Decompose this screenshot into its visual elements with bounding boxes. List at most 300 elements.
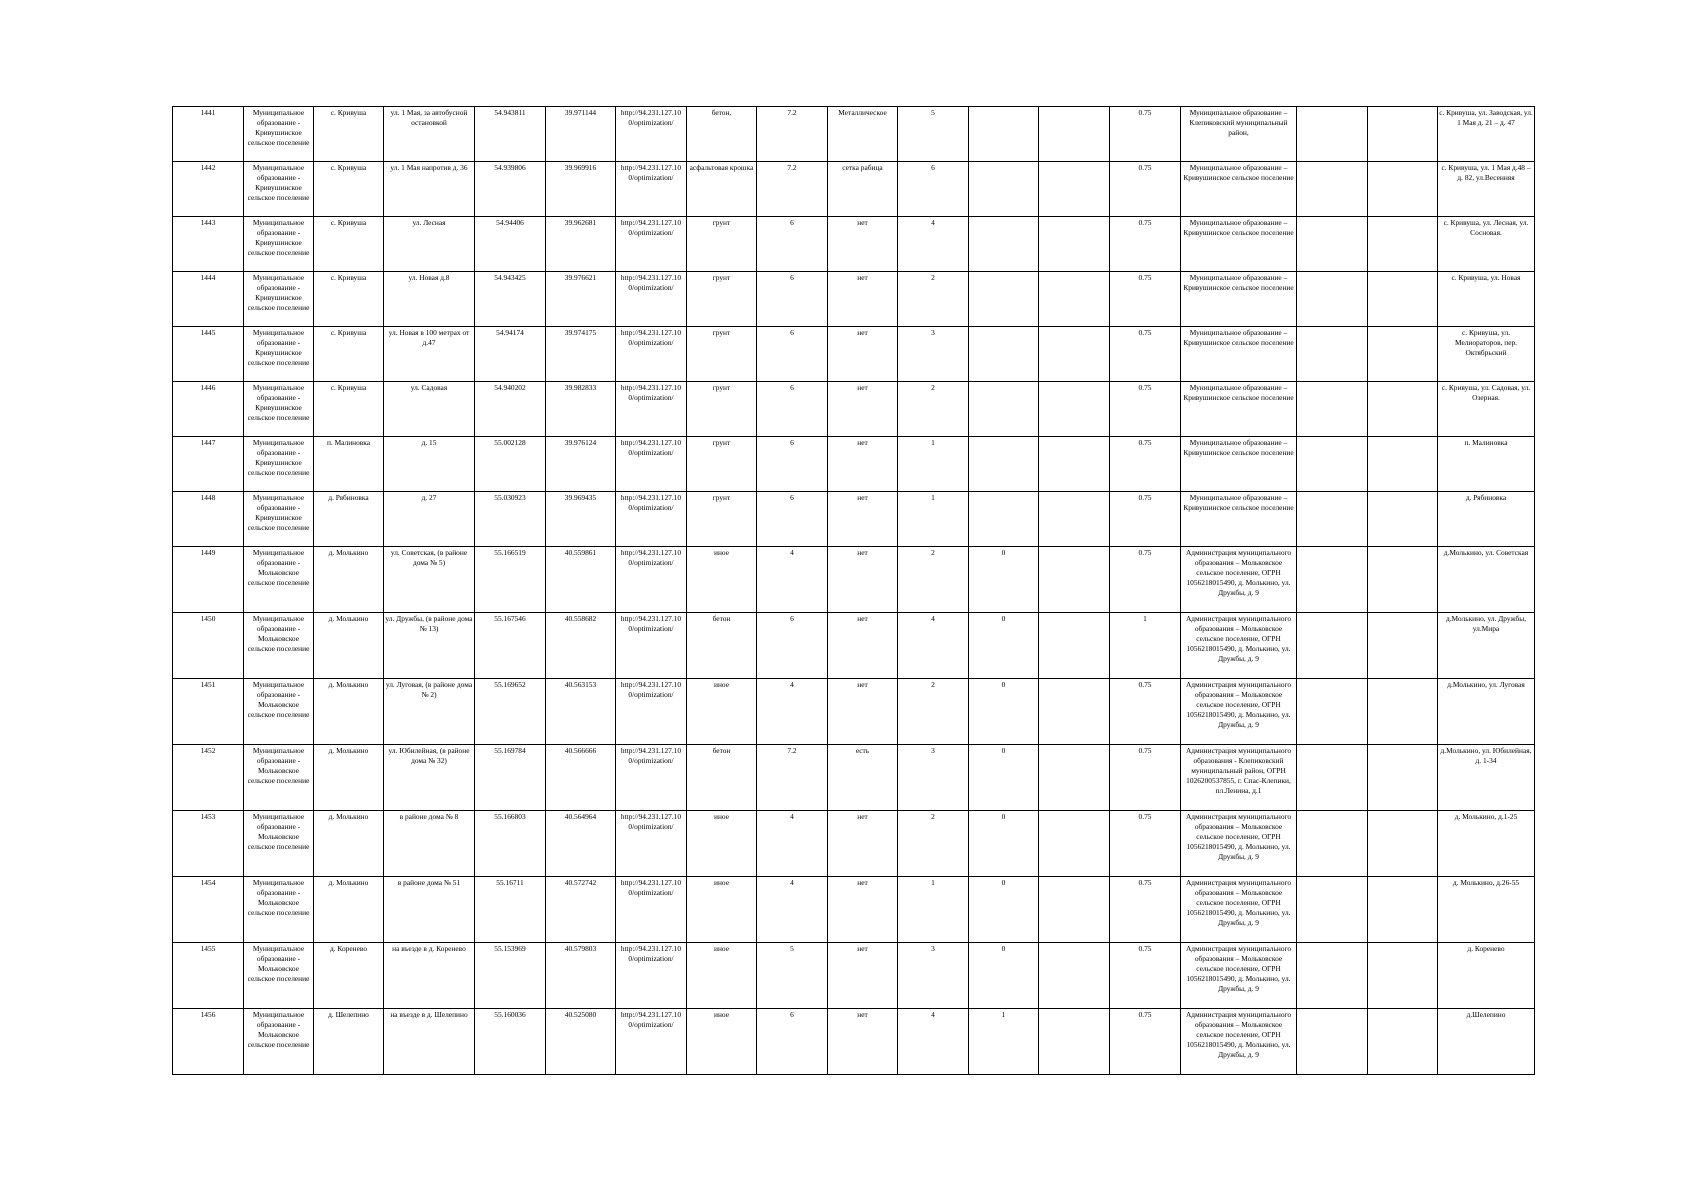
row-number-cell: 1443 <box>173 217 244 272</box>
settlement-cell: с. Кривуша <box>314 327 384 382</box>
table-row <box>173 107 1535 162</box>
owner-cell: Администрация муниципального образования – Мольковское сельское поселение, ОГРН 1056218015490, д. Молькино, ул. Дружбы, д. 9 <box>1181 679 1297 745</box>
longitude-cell: 39.976124 <box>546 437 616 492</box>
extra-count-cell <box>969 382 1039 437</box>
served-addresses-cell: д.Шелепино <box>1438 1009 1535 1075</box>
latitude-cell: 55.002128 <box>475 437 546 492</box>
empty-cell-cell <box>1368 877 1438 943</box>
municipal-formation-cell: Муниципальное образование - Кривушинское сельское поселение <box>244 437 314 492</box>
served-addresses-cell: п. Малиновка <box>1438 437 1535 492</box>
empty-cell-cell <box>1039 272 1110 327</box>
latitude-cell: 55.16711 <box>475 877 546 943</box>
container-volume-cell: 0.75 <box>1110 745 1181 811</box>
address-cell: ул. Дружбы, (в районе дома № 13) <box>384 613 475 679</box>
surface-type-cell: иное <box>687 811 757 877</box>
municipal-formation-cell: Муниципальное образование - Кривушинское сельское поселение <box>244 327 314 382</box>
container-volume-cell: 0.75 <box>1110 162 1181 217</box>
address-cell: ул. Лесная <box>384 217 475 272</box>
container-count-cell: 2 <box>898 547 969 613</box>
served-addresses-cell: с. Кривуша, ул. Лесная, ул. Сосновая. <box>1438 217 1535 272</box>
settlement-cell: д. Рябиновка <box>314 492 384 547</box>
area-cell: 5 <box>757 943 828 1009</box>
row-number-cell: 1451 <box>173 679 244 745</box>
surface-type-cell: бетон <box>687 745 757 811</box>
address-cell: д. 27 <box>384 492 475 547</box>
settlement-cell: д. Коренево <box>314 943 384 1009</box>
empty-cell-cell <box>1039 162 1110 217</box>
map-url-cell: http://94.231.127.10 0/optimization/ <box>616 613 687 679</box>
empty-cell-cell <box>1368 437 1438 492</box>
map-url-cell: http://94.231.127.10 0/optimization/ <box>616 547 687 613</box>
empty-cell-cell <box>1297 492 1368 547</box>
container-volume-cell: 0.75 <box>1110 679 1181 745</box>
address-cell: ул. Советская, (в районе дома № 5) <box>384 547 475 613</box>
empty-cell-cell <box>1297 811 1368 877</box>
municipal-formation-cell: Муниципальное образование - Кривушинское сельское поселение <box>244 162 314 217</box>
served-addresses-cell: д.Молькино, ул. Советская <box>1438 547 1535 613</box>
address-cell: в районе дома № 8 <box>384 811 475 877</box>
settlement-cell: д. Шелепино <box>314 1009 384 1075</box>
container-count-cell: 2 <box>898 272 969 327</box>
container-volume-cell: 0.75 <box>1110 811 1181 877</box>
empty-cell-cell <box>1297 107 1368 162</box>
address-cell: на въезде в д. Коренево <box>384 943 475 1009</box>
table-row <box>173 327 1535 382</box>
address-cell: ул. Садовая <box>384 382 475 437</box>
row-number-cell: 1454 <box>173 877 244 943</box>
owner-cell: Администрация муниципального образования - Клепиковский муниципальный район, ОГРН 1026200537855, г. Спас-Клепики, пл.Ленина, д.1 <box>1181 745 1297 811</box>
row-number-cell: 1453 <box>173 811 244 877</box>
latitude-cell: 54.943811 <box>475 107 546 162</box>
container-count-cell: 1 <box>898 492 969 547</box>
table-row <box>173 217 1535 272</box>
owner-cell: Администрация муниципального образования – Мольковское сельское поселение, ОГРН 1056218015490, д. Молькино, ул. Дружбы, д. 9 <box>1181 811 1297 877</box>
municipal-formation-cell: Муниципальное образование - Мольковское сельское поселение <box>244 943 314 1009</box>
extra-count-cell: 0 <box>969 811 1039 877</box>
area-cell: 7.2 <box>757 745 828 811</box>
empty-cell-cell <box>1297 1009 1368 1075</box>
extra-count-cell: 0 <box>969 547 1039 613</box>
empty-cell-cell <box>1297 745 1368 811</box>
address-cell: ул. Юбилейная, (в районе дома № 32) <box>384 745 475 811</box>
surface-type-cell: грунт <box>687 217 757 272</box>
extra-count-cell <box>969 217 1039 272</box>
fence-type-cell: нет <box>828 811 898 877</box>
municipal-formation-cell: Муниципальное образование - Кривушинское сельское поселение <box>244 107 314 162</box>
map-url-cell: http://94.231.127.10 0/optimization/ <box>616 492 687 547</box>
empty-cell-cell <box>1039 382 1110 437</box>
address-cell: ул. Новая д.8 <box>384 272 475 327</box>
municipal-formation-cell: Муниципальное образование - Мольковское сельское поселение <box>244 547 314 613</box>
empty-cell-cell <box>1368 943 1438 1009</box>
fence-type-cell: нет <box>828 1009 898 1075</box>
address-cell: ул. Новая в 100 метрах от д.47 <box>384 327 475 382</box>
row-number-cell: 1446 <box>173 382 244 437</box>
map-url-cell: http://94.231.127.10 0/optimization/ <box>616 745 687 811</box>
served-addresses-cell: д.Молькино, ул. Дружбы, ул.Мира <box>1438 613 1535 679</box>
extra-count-cell <box>969 327 1039 382</box>
address-cell: ул. 1 Мая напротив д. 36 <box>384 162 475 217</box>
fence-type-cell: есть <box>828 745 898 811</box>
map-url-cell: http://94.231.127.10 0/optimization/ <box>616 1009 687 1075</box>
longitude-cell: 40.566666 <box>546 745 616 811</box>
owner-cell: Муниципальное образование – Кривушинское сельское поселение <box>1181 382 1297 437</box>
settlement-cell: д. Молькино <box>314 613 384 679</box>
row-number-cell: 1441 <box>173 107 244 162</box>
container-count-cell: 2 <box>898 382 969 437</box>
row-number-cell: 1452 <box>173 745 244 811</box>
fence-type-cell: нет <box>828 547 898 613</box>
address-cell: ул. Луговая, (в районе дома № 2) <box>384 679 475 745</box>
latitude-cell: 55.166803 <box>475 811 546 877</box>
surface-type-cell: грунт <box>687 327 757 382</box>
empty-cell-cell <box>1297 217 1368 272</box>
settlement-cell: с. Кривуша <box>314 162 384 217</box>
fence-type-cell: нет <box>828 679 898 745</box>
container-count-cell: 3 <box>898 943 969 1009</box>
longitude-cell: 40.558682 <box>546 613 616 679</box>
container-volume-cell: 0.75 <box>1110 437 1181 492</box>
container-volume-cell: 0.75 <box>1110 382 1181 437</box>
container-count-cell: 6 <box>898 162 969 217</box>
map-url-cell: http://94.231.127.10 0/optimization/ <box>616 162 687 217</box>
table-row <box>173 547 1535 613</box>
extra-count-cell: 0 <box>969 745 1039 811</box>
empty-cell-cell <box>1297 162 1368 217</box>
owner-cell: Администрация муниципального образования – Мольковское сельское поселение, ОГРН 1056218015490, д. Молькино, ул. Дружбы, д. 9 <box>1181 547 1297 613</box>
latitude-cell: 55.166519 <box>475 547 546 613</box>
empty-cell-cell <box>1039 877 1110 943</box>
empty-cell-cell <box>1039 437 1110 492</box>
empty-cell-cell <box>1368 613 1438 679</box>
municipal-formation-cell: Муниципальное образование - Кривушинское сельское поселение <box>244 217 314 272</box>
latitude-cell: 55.169652 <box>475 679 546 745</box>
owner-cell: Администрация муниципального образования – Мольковское сельское поселение, ОГРН 1056218015490, д. Молькино, ул. Дружбы, д. 9 <box>1181 877 1297 943</box>
container-volume-cell: 0.75 <box>1110 547 1181 613</box>
served-addresses-cell: с. Кривуша, ул. 1 Мая д.48 – д. 82, ул.Весенняя <box>1438 162 1535 217</box>
empty-cell-cell <box>1368 745 1438 811</box>
empty-cell-cell <box>1297 547 1368 613</box>
empty-cell-cell <box>1039 1009 1110 1075</box>
longitude-cell: 39.971144 <box>546 107 616 162</box>
empty-cell-cell <box>1297 613 1368 679</box>
surface-type-cell: грунт <box>687 272 757 327</box>
container-volume-cell: 0.75 <box>1110 1009 1181 1075</box>
longitude-cell: 40.563153 <box>546 679 616 745</box>
empty-cell-cell <box>1368 272 1438 327</box>
longitude-cell: 40.559861 <box>546 547 616 613</box>
fence-type-cell: нет <box>828 613 898 679</box>
served-addresses-cell: д. Молькино, д.1-25 <box>1438 811 1535 877</box>
settlement-cell: с. Кривуша <box>314 107 384 162</box>
surface-type-cell: бетон, <box>687 107 757 162</box>
extra-count-cell <box>969 437 1039 492</box>
fence-type-cell: нет <box>828 437 898 492</box>
table-row <box>173 382 1535 437</box>
owner-cell: Муниципальное образование – Клепиковский муниципальный район, <box>1181 107 1297 162</box>
fence-type-cell: нет <box>828 272 898 327</box>
area-cell: 7.2 <box>757 162 828 217</box>
container-volume-cell: 0.75 <box>1110 492 1181 547</box>
latitude-cell: 54.939806 <box>475 162 546 217</box>
row-number-cell: 1445 <box>173 327 244 382</box>
fence-type-cell: сетка рабица <box>828 162 898 217</box>
empty-cell-cell <box>1297 679 1368 745</box>
container-count-cell: 2 <box>898 811 969 877</box>
served-addresses-cell: с. Кривуша, ул. Новая <box>1438 272 1535 327</box>
served-addresses-cell: с. Кривуша, ул. Заводская, ул. 1 Мая д. 21 – д. 47 <box>1438 107 1535 162</box>
container-count-cell: 1 <box>898 437 969 492</box>
municipal-formation-cell: Муниципальное образование - Мольковское сельское поселение <box>244 877 314 943</box>
settlement-cell: д. Молькино <box>314 679 384 745</box>
settlement-cell: д. Молькино <box>314 745 384 811</box>
fence-type-cell: нет <box>828 943 898 1009</box>
extra-count-cell: 0 <box>969 943 1039 1009</box>
owner-cell: Муниципальное образование – Кривушинское сельское поселение <box>1181 217 1297 272</box>
map-url-cell: http://94.231.127.10 0/optimization/ <box>616 272 687 327</box>
row-number-cell: 1442 <box>173 162 244 217</box>
longitude-cell: 39.969916 <box>546 162 616 217</box>
owner-cell: Администрация муниципального образования – Мольковское сельское поселение, ОГРН 1056218015490, д. Молькино, ул. Дружбы, д. 9 <box>1181 943 1297 1009</box>
settlement-cell: д. Молькино <box>314 811 384 877</box>
extra-count-cell <box>969 492 1039 547</box>
table-row <box>173 745 1535 811</box>
row-number-cell: 1444 <box>173 272 244 327</box>
settlement-cell: п. Малиновка <box>314 437 384 492</box>
row-number-cell: 1456 <box>173 1009 244 1075</box>
area-cell: 6 <box>757 437 828 492</box>
served-addresses-cell: д.Молькино, ул. Юбилейная, д. 1-34 <box>1438 745 1535 811</box>
table-row <box>173 1009 1535 1075</box>
address-cell: в районе дома № 51 <box>384 877 475 943</box>
map-url-cell: http://94.231.127.10 0/optimization/ <box>616 877 687 943</box>
container-volume-cell: 0.75 <box>1110 943 1181 1009</box>
container-volume-cell: 0.75 <box>1110 272 1181 327</box>
container-volume-cell: 0.75 <box>1110 107 1181 162</box>
latitude-cell: 55.153969 <box>475 943 546 1009</box>
surface-type-cell: иное <box>687 547 757 613</box>
area-cell: 6 <box>757 272 828 327</box>
served-addresses-cell: д. Молькино, д.26-55 <box>1438 877 1535 943</box>
container-count-cell: 1 <box>898 877 969 943</box>
settlement-cell: д. Молькино <box>314 547 384 613</box>
table-row <box>173 437 1535 492</box>
container-count-cell: 4 <box>898 613 969 679</box>
map-url-cell: http://94.231.127.10 0/optimization/ <box>616 679 687 745</box>
settlement-cell: с. Кривуша <box>314 382 384 437</box>
container-count-cell: 4 <box>898 1009 969 1075</box>
container-count-cell: 3 <box>898 327 969 382</box>
table-row <box>173 162 1535 217</box>
empty-cell-cell <box>1368 492 1438 547</box>
empty-cell-cell <box>1039 679 1110 745</box>
container-volume-cell: 0.75 <box>1110 877 1181 943</box>
fence-type-cell: нет <box>828 877 898 943</box>
surface-type-cell: иное <box>687 877 757 943</box>
empty-cell-cell <box>1368 1009 1438 1075</box>
municipal-formation-cell: Муниципальное образование - Кривушинское сельское поселение <box>244 272 314 327</box>
empty-cell-cell <box>1039 492 1110 547</box>
area-cell: 6 <box>757 492 828 547</box>
extra-count-cell <box>969 107 1039 162</box>
surface-type-cell: грунт <box>687 437 757 492</box>
table-row <box>173 943 1535 1009</box>
owner-cell: Администрация муниципального образования – Мольковское сельское поселение, ОГРН 1056218015490, д. Молькино, ул. Дружбы, д. 9 <box>1181 1009 1297 1075</box>
empty-cell-cell <box>1039 327 1110 382</box>
latitude-cell: 54.94174 <box>475 327 546 382</box>
table-row <box>173 613 1535 679</box>
area-cell: 4 <box>757 547 828 613</box>
extra-count-cell: 1 <box>969 1009 1039 1075</box>
longitude-cell: 40.525080 <box>546 1009 616 1075</box>
surface-type-cell: иное <box>687 943 757 1009</box>
empty-cell-cell <box>1368 327 1438 382</box>
container-count-cell: 3 <box>898 745 969 811</box>
municipal-formation-cell: Муниципальное образование - Кривушинское сельское поселение <box>244 382 314 437</box>
surface-type-cell: иное <box>687 679 757 745</box>
table-row <box>173 679 1535 745</box>
served-addresses-cell: д. Коренево <box>1438 943 1535 1009</box>
row-number-cell: 1448 <box>173 492 244 547</box>
empty-cell-cell <box>1039 107 1110 162</box>
fence-type-cell: Металлическое <box>828 107 898 162</box>
settlement-cell: с. Кривуша <box>314 272 384 327</box>
owner-cell: Муниципальное образование – Кривушинское сельское поселение <box>1181 492 1297 547</box>
address-cell: д. 15 <box>384 437 475 492</box>
extra-count-cell: 0 <box>969 679 1039 745</box>
longitude-cell: 39.969435 <box>546 492 616 547</box>
latitude-cell: 55.030923 <box>475 492 546 547</box>
map-url-cell: http://94.231.127.10 0/optimization/ <box>616 382 687 437</box>
fence-type-cell: нет <box>828 382 898 437</box>
fence-type-cell: нет <box>828 327 898 382</box>
municipal-formation-cell: Муниципальное образование - Мольковское сельское поселение <box>244 745 314 811</box>
extra-count-cell <box>969 272 1039 327</box>
owner-cell: Муниципальное образование – Кривушинское сельское поселение <box>1181 327 1297 382</box>
extra-count-cell: 0 <box>969 613 1039 679</box>
empty-cell-cell <box>1368 547 1438 613</box>
empty-cell-cell <box>1297 943 1368 1009</box>
settlement-cell: д. Молькино <box>314 877 384 943</box>
row-number-cell: 1455 <box>173 943 244 1009</box>
empty-cell-cell <box>1039 613 1110 679</box>
map-url-cell: http://94.231.127.10 0/optimization/ <box>616 217 687 272</box>
row-number-cell: 1450 <box>173 613 244 679</box>
area-cell: 7.2 <box>757 107 828 162</box>
container-volume-cell: 0.75 <box>1110 217 1181 272</box>
area-cell: 6 <box>757 1009 828 1075</box>
settlement-cell: с. Кривуша <box>314 217 384 272</box>
container-count-cell: 4 <box>898 217 969 272</box>
table-row <box>173 811 1535 877</box>
empty-cell-cell <box>1297 382 1368 437</box>
area-cell: 4 <box>757 679 828 745</box>
empty-cell-cell <box>1368 162 1438 217</box>
longitude-cell: 40.579803 <box>546 943 616 1009</box>
longitude-cell: 40.564964 <box>546 811 616 877</box>
owner-cell: Администрация муниципального образования – Мольковское сельское поселение, ОГРН 1056218015490, д. Молькино, ул. Дружбы, д. 9 <box>1181 613 1297 679</box>
municipal-formation-cell: Муниципальное образование - Мольковское сельское поселение <box>244 613 314 679</box>
table-row <box>173 877 1535 943</box>
owner-cell: Муниципальное образование – Кривушинское сельское поселение <box>1181 162 1297 217</box>
latitude-cell: 55.167546 <box>475 613 546 679</box>
extra-count-cell: 0 <box>969 877 1039 943</box>
area-cell: 6 <box>757 613 828 679</box>
latitude-cell: 55.169784 <box>475 745 546 811</box>
served-addresses-cell: с. Кривуша, ул. Мелиораторов, пер. Октябрьский <box>1438 327 1535 382</box>
served-addresses-cell: с. Кривуша, ул. Садовая, ул. Озерная. <box>1438 382 1535 437</box>
row-number-cell: 1447 <box>173 437 244 492</box>
table-row <box>173 272 1535 327</box>
empty-cell-cell <box>1039 811 1110 877</box>
area-cell: 6 <box>757 327 828 382</box>
surface-type-cell: асфальтовая крошка <box>687 162 757 217</box>
empty-cell-cell <box>1368 107 1438 162</box>
owner-cell: Муниципальное образование – Кривушинское сельское поселение <box>1181 272 1297 327</box>
surface-type-cell: грунт <box>687 382 757 437</box>
owner-cell: Муниципальное образование – Кривушинское сельское поселение <box>1181 437 1297 492</box>
table-row <box>173 492 1535 547</box>
empty-cell-cell <box>1368 811 1438 877</box>
municipal-formation-cell: Муниципальное образование - Мольковское сельское поселение <box>244 811 314 877</box>
empty-cell-cell <box>1039 217 1110 272</box>
empty-cell-cell <box>1297 877 1368 943</box>
latitude-cell: 55.160036 <box>475 1009 546 1075</box>
longitude-cell: 39.962681 <box>546 217 616 272</box>
area-cell: 4 <box>757 811 828 877</box>
served-addresses-cell: д. Рябиновка <box>1438 492 1535 547</box>
extra-count-cell <box>969 162 1039 217</box>
fence-type-cell: нет <box>828 217 898 272</box>
longitude-cell: 39.976621 <box>546 272 616 327</box>
empty-cell-cell <box>1039 547 1110 613</box>
empty-cell-cell <box>1368 382 1438 437</box>
longitude-cell: 40.572742 <box>546 877 616 943</box>
longitude-cell: 39.982833 <box>546 382 616 437</box>
area-cell: 6 <box>757 217 828 272</box>
municipal-formation-cell: Муниципальное образование - Мольковское сельское поселение <box>244 679 314 745</box>
container-count-cell: 2 <box>898 679 969 745</box>
map-url-cell: http://94.231.127.10 0/optimization/ <box>616 943 687 1009</box>
row-number-cell: 1449 <box>173 547 244 613</box>
area-cell: 6 <box>757 382 828 437</box>
empty-cell-cell <box>1297 327 1368 382</box>
map-url-cell: http://94.231.127.10 0/optimization/ <box>616 327 687 382</box>
latitude-cell: 54.94406 <box>475 217 546 272</box>
registry-table <box>172 106 1535 1075</box>
empty-cell-cell <box>1297 437 1368 492</box>
empty-cell-cell <box>1039 943 1110 1009</box>
container-volume-cell: 1 <box>1110 613 1181 679</box>
latitude-cell: 54.940202 <box>475 382 546 437</box>
latitude-cell: 54.943425 <box>475 272 546 327</box>
fence-type-cell: нет <box>828 492 898 547</box>
empty-cell-cell <box>1368 217 1438 272</box>
map-url-cell: http://94.231.127.10 0/optimization/ <box>616 811 687 877</box>
area-cell: 4 <box>757 877 828 943</box>
map-url-cell: http://94.231.127.10 0/optimization/ <box>616 437 687 492</box>
served-addresses-cell: д.Молькино, ул. Луговая <box>1438 679 1535 745</box>
map-url-cell: http://94.231.127.10 0/optimization/ <box>616 107 687 162</box>
municipal-formation-cell: Муниципальное образование - Кривушинское сельское поселение <box>244 492 314 547</box>
address-cell: на въезде в д. Шелепино <box>384 1009 475 1075</box>
empty-cell-cell <box>1368 679 1438 745</box>
address-cell: ул. 1 Мая, за автобусной остановкой <box>384 107 475 162</box>
surface-type-cell: иное <box>687 1009 757 1075</box>
surface-type-cell: грунт <box>687 492 757 547</box>
container-count-cell: 5 <box>898 107 969 162</box>
municipal-formation-cell: Муниципальное образование - Мольковское сельское поселение <box>244 1009 314 1075</box>
